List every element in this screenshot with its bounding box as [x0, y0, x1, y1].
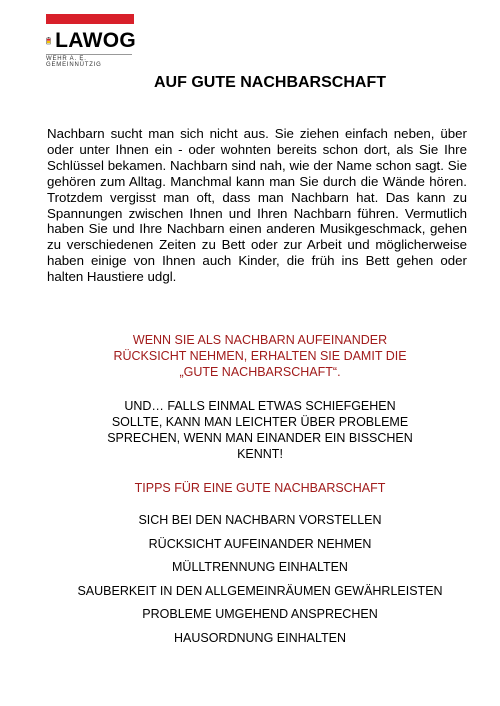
tip-item: RÜCKSICHT AUFEINANDER NEHMEN: [148, 536, 372, 551]
tips-heading: TIPPS FÜR EINE GUTE NACHBARSCHAFT: [134, 481, 386, 495]
advice-line: KENNT!: [237, 447, 283, 461]
highlight-line: WENN SIE ALS NACHBARN AUFEINANDER: [132, 333, 388, 347]
tip-item: SAUBERKEIT IN DEN ALLGEMEINRÄUMEN GEWÄHRLEISTEN: [77, 583, 443, 598]
advice-line: UND… FALLS EINMAL ETWAS SCHIEFGEHEN: [124, 399, 396, 413]
advice-line: SOLLTE, KANN MAN LEICHTER ÜBER PROBLEME: [111, 415, 409, 429]
lawog-logo: [46, 14, 136, 68]
advice-line: SPRECHEN, WENN MAN EINANDER EIN BISSCHEN: [107, 431, 413, 445]
crest-icon: [46, 29, 51, 53]
intro-paragraph: Nachbarn sucht man sich nicht aus. Sie ziehen einfach neben, über oder unter Ihnen ein - oder wohnten bereits schon dort, als Sie Ihre Schlüssel bekamen. Nachbarn sind nah, wie der Name schon sagt. Sie gehören zum Alltag. Manchmal kann man Sie durch die Wände hören. Trotzdem vergisst man oft, dass man Nachbarn hat. Das kann zu Spannungen zwischen Ihnen und Ihren Nachbarn führen. Vermutlich haben Sie und Ihre Nachbarn einen anderen Musikgeschmack, gehen zu verschiedenen Zeiten zu Bett oder zur Arbeit und möglicherweise haben einige von Ihnen auch Kinder, die früh ins Bett gehen oder halten Haustiere udgl.: [47, 126, 467, 285]
tip-item: MÜLLTRENNUNG EINHALTEN: [172, 560, 348, 574]
page-title: AUF GUTE NACHBARSCHAFT: [154, 74, 386, 91]
advice-message: [50, 398, 470, 462]
tip-item: PROBLEME UMGEHEND ANSPRECHEN: [142, 607, 378, 621]
highlight-line: RÜCKSICHT NEHMEN, ERHALTEN SIE DAMIT DIE: [113, 349, 407, 363]
tip-item: HAUSORDNUNG EINHALTEN: [173, 630, 346, 645]
tip-item: SICH BEI DEN NACHBARN VORSTELLEN: [138, 513, 382, 527]
logo-wordmark: LAWOG: [55, 29, 136, 52]
logo-slogan: WEHR A. E. GEMEINNÜTZIG: [46, 54, 132, 68]
highlight-line: „GUTE NACHBARSCHAFT“.: [179, 365, 341, 379]
logo-red-bar: [46, 14, 134, 24]
highlight-message: [50, 332, 470, 380]
tips-list: [50, 513, 470, 654]
